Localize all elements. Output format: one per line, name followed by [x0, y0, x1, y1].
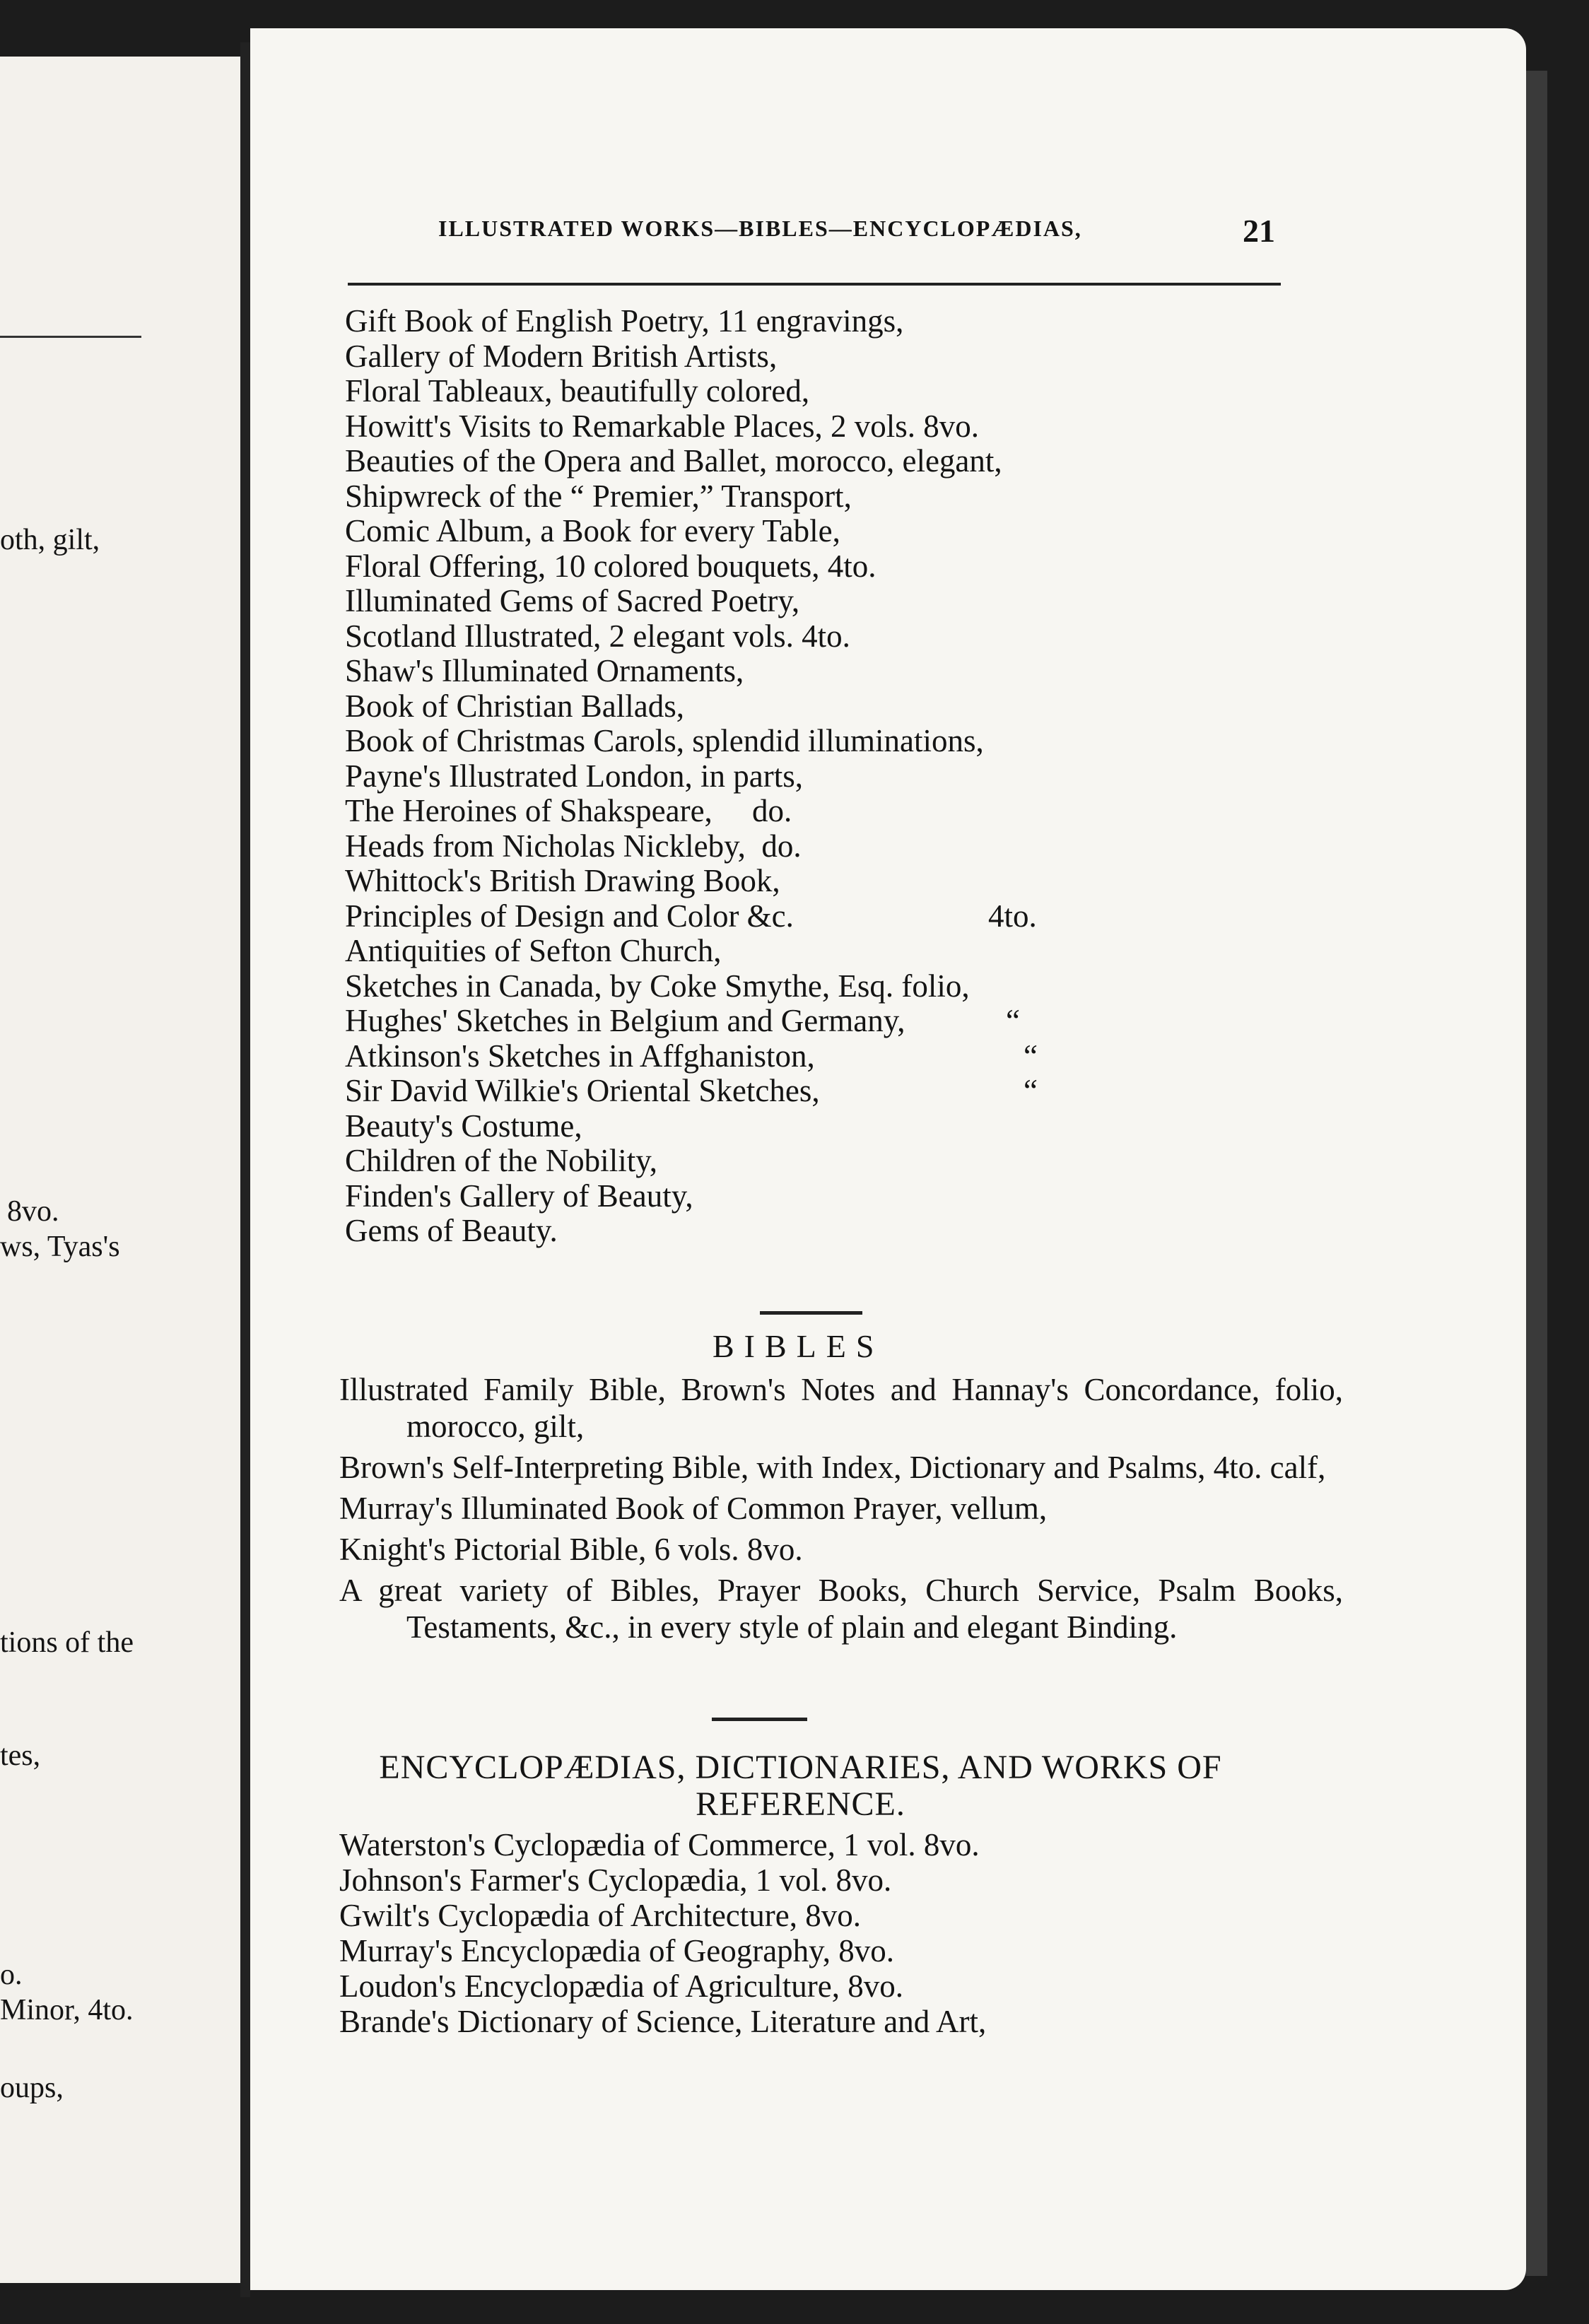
page-edge-shadow [1526, 71, 1547, 2276]
left-page-rule [0, 336, 141, 338]
list-item: Gwilt's Cyclopædia of Architecture, 8vo. [339, 1898, 861, 1933]
list-item: Finden's Gallery of Beauty, [345, 1178, 693, 1214]
list-item: Heads from Nicholas Nickleby, do. [345, 828, 802, 864]
encyclopaedias-list [339, 1827, 1329, 2039]
list-item: Shipwreck of the “ Premier,” Transport, [345, 478, 852, 514]
list-item: Sir David Wilkie's Oriental Sketches, “ [345, 1073, 1038, 1108]
list-item: Scotland Illustrated, 2 elegant vols. 4to. [345, 618, 850, 654]
list-item: Gems of Beauty. [345, 1213, 558, 1248]
list-item: Johnson's Farmer's Cyclopædia, 1 vol. 8vo. [339, 1862, 892, 1898]
list-item: Brown's Self-Interpreting Bible, with Index, Dictionary and Psalms, 4to. calf, [339, 1450, 1326, 1485]
list-item: Waterston's Cyclopædia of Commerce, 1 vol. 8vo. [339, 1827, 980, 1862]
list-item: Floral Offering, 10 colored bouquets, 4to. [345, 548, 876, 584]
illustrated-works-list [345, 304, 1335, 1249]
bibles-list [339, 1371, 1343, 1650]
list-item: Murray's Illuminated Book of Common Prayer, vellum, [339, 1491, 1048, 1526]
left-page-fragment: tions of the [0, 1626, 134, 1659]
list-item: Principles of Design and Color &c. 4to. [345, 898, 1037, 934]
list-item: Howitt's Visits to Remarkable Places, 2 vols. 8vo. [345, 408, 980, 444]
list-item: The Heroines of Shakspeare, do. [345, 793, 792, 828]
list-item: A great variety of Bibles, Prayer Books, Church Service, Psalm Books, Testaments, &c., in every style of plain and elegant Binding. [339, 1573, 1343, 1645]
running-head: ILLUSTRATED WORKS—BIBLES—ENCYCLOPÆDIAS, [438, 216, 1082, 241]
left-page [0, 57, 240, 2283]
left-page-fragment: ws, Tyas's [0, 1231, 120, 1263]
list-item: Payne's Illustrated London, in parts, [345, 758, 803, 794]
header-rule [348, 283, 1281, 286]
left-page-fragment: oth, gilt, [0, 524, 100, 556]
list-item: Floral Tableaux, beautifully colored, [345, 373, 810, 409]
list-item: Children of the Nobility, [345, 1143, 658, 1178]
page-number: 21 [1243, 213, 1275, 249]
left-page-fragment: 8vo. [7, 1195, 59, 1228]
list-item: Antiquities of Sefton Church, [345, 933, 722, 968]
list-item: Brande's Dictionary of Science, Literature and Art, [339, 2004, 987, 2039]
left-page-fragment: o. [0, 1959, 23, 1991]
list-item: Knight's Pictorial Bible, 6 vols. 8vo. [339, 1532, 803, 1567]
list-item: Book of Christmas Carols, splendid illuminations, [345, 723, 984, 758]
list-item: Book of Christian Ballads, [345, 688, 684, 724]
list-item: Comic Album, a Book for every Table, [345, 513, 840, 548]
list-item: Gallery of Modern British Artists, [345, 338, 778, 374]
left-page-fragment: Minor, 4to. [0, 1994, 134, 2026]
encyclopaedias-heading: ENCYCLOPÆDIAS, DICTIONARIES, AND WORKS OF REFERENCE. [379, 1749, 1222, 1823]
list-item: Beauty's Costume, [345, 1108, 582, 1144]
list-item: Shaw's Illuminated Ornaments, [345, 653, 744, 688]
list-item: Whittock's British Drawing Book, [345, 863, 780, 898]
bibles-heading: BIBLES [713, 1328, 884, 1364]
list-item: Sketches in Canada, by Coke Smythe, Esq. folio, [345, 968, 970, 1004]
section-rule [712, 1718, 807, 1721]
list-item: Hughes' Sketches in Belgium and Germany, “ [345, 1003, 1020, 1038]
list-item: Illustrated Family Bible, Brown's Notes and Hannay's Concordance, folio, morocco, gilt, [339, 1372, 1343, 1444]
list-item: Atkinson's Sketches in Affghaniston, “ [345, 1038, 1038, 1074]
book-gutter [240, 42, 250, 2297]
left-page-fragment: tes, [0, 1739, 41, 1772]
list-item: Gift Book of English Poetry, 11 engravings, [345, 303, 904, 339]
list-item: Loudon's Encyclopædia of Agriculture, 8vo. [339, 1968, 903, 2004]
left-page-fragment: oups, [0, 2072, 64, 2104]
section-rule [760, 1311, 862, 1315]
list-item: Murray's Encyclopædia of Geography, 8vo. [339, 1933, 894, 1968]
list-item: Illuminated Gems of Sacred Poetry, [345, 583, 800, 618]
list-item: Beauties of the Opera and Ballet, morocco, elegant, [345, 443, 1002, 479]
